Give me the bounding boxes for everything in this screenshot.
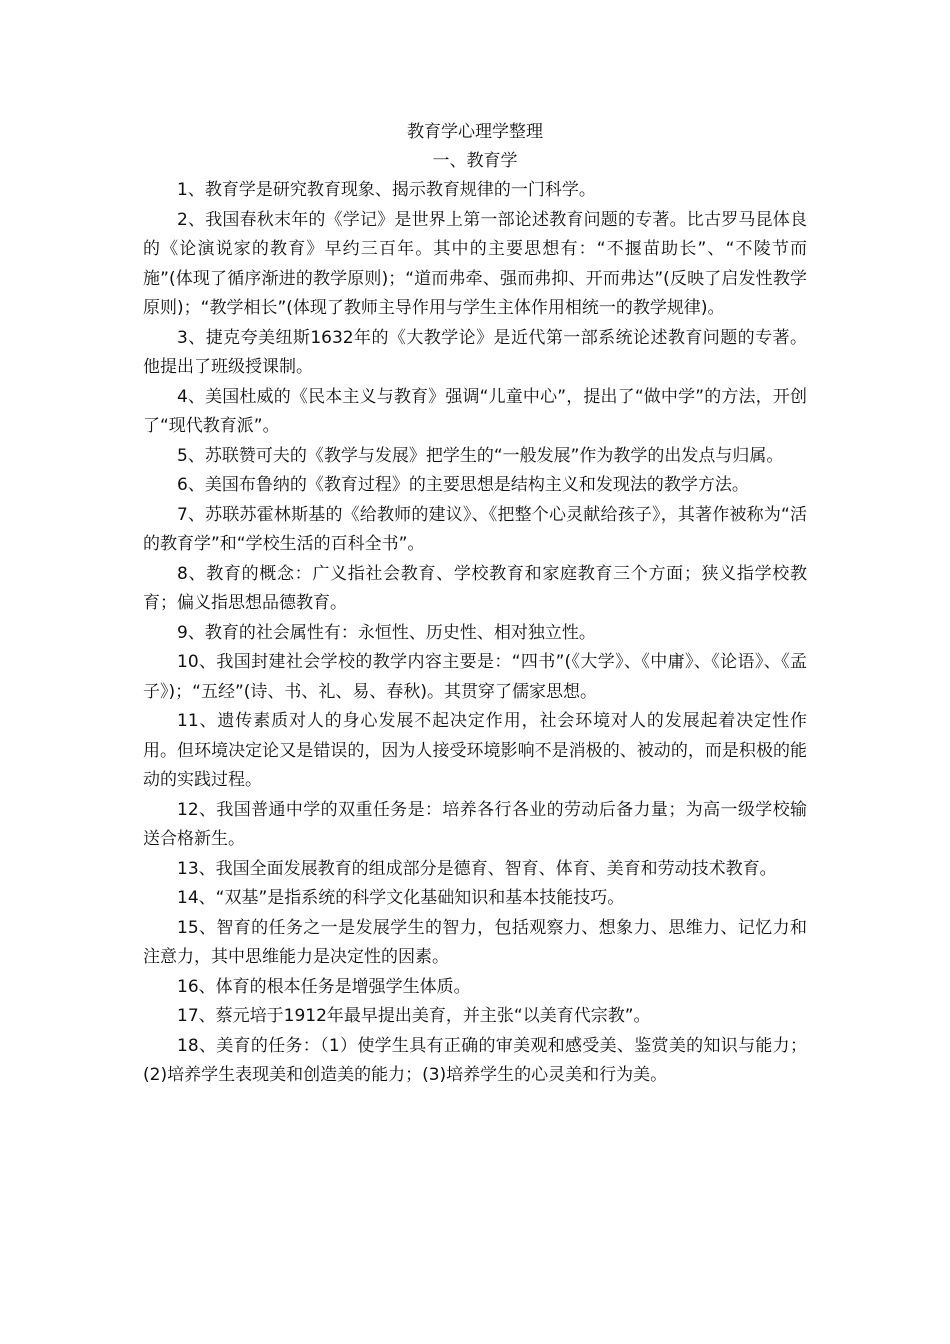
document-title: 教育学心理学整理 bbox=[407, 122, 543, 142]
paragraph-13: 13、我国全面发展教育的组成部分是德育、智育、体育、美育和劳动技术教育。 bbox=[177, 858, 777, 879]
paragraph-7: 7、苏联苏霍林斯基的《给教师的建议》、《把整个心灵献给孩子》，其著作被称为“活的教育学”和“学校生活的百科全书”。 bbox=[143, 504, 807, 554]
paragraph-17: 17、蔡元培于1912年最早提出美育，并主张“以美育代宗教”。 bbox=[177, 1006, 651, 1026]
paragraph-8: 8、教育的概念：广义指社会教育、学校教育和家庭教育三个方面；狭义指学校教育；偏义指思想品德教育。 bbox=[143, 563, 807, 613]
paragraph-15: 15、智育的任务之一是发展学生的智力，包括观察力、想象力、思维力、记忆力和注意力，其中思维能力是决定性的因素。 bbox=[143, 917, 807, 967]
paragraph-12: 12、我国普通中学的双重任务是：培养各行各业的劳动后备力量；为高一级学校输送合格新生。 bbox=[143, 799, 807, 849]
section-heading: 一、教育学 bbox=[432, 151, 518, 171]
paragraph-6: 6、美国布鲁纳的《教育过程》的主要思想是结构主义和发现法的教学方法。 bbox=[177, 475, 749, 495]
paragraph-11: 11、遗传素质对人的身心发展不起决定作用，社会环境对人的发展起着决定性作用。但环境决定论又是错误的，因为人接受环境影响不是消极的、被动的，而是积极的能动的实践过程。 bbox=[143, 711, 807, 790]
paragraph-16: 16、体育的根本任务是增强学生体质。 bbox=[177, 976, 471, 997]
paragraph-18: 18、美育的任务：（1）使学生具有正确的审美观和感受美、鉴赏美的知识与能力；(2)培养学生表现美和创造美的能力；(3)培养学生的心灵美和行为美。 bbox=[143, 1035, 807, 1085]
paragraph-5: 5、苏联赞可夫的《教学与发展》把学生的“一般发展”作为教学的出发点与归属。 bbox=[177, 445, 784, 466]
document-page bbox=[143, 118, 807, 1091]
paragraph-4: 4、美国杜威的《民本主义与教育》强调“儿童中心”，提出了“做中学”的方法，开创了“现代教育派”。 bbox=[143, 386, 807, 436]
paragraph-1: 1、教育学是研究教育现象、揭示教育规律的一门科学。 bbox=[177, 180, 596, 200]
paragraph-2: 2、我国春秋末年的《学记》是世界上第一部论述教育问题的专著。比古罗马昆体良的《论演说家的教育》早约三百年。其中的主要思想有：“不揠苗助长”、“不陵节而施”(体现了循序渐进的教学原则)；“道而弗牵、强而弗抑、开而弗达”(反映了启发性教学原则)；“教学相长”(体现了教师主导作用与学生主体作用相统一的教学规律)。 bbox=[143, 209, 807, 318]
paragraph-3: 3、捷克夸美纽斯1632年的《大教学论》是近代第一部系统论述教育问题的专著。他提出了班级授课制。 bbox=[143, 327, 807, 377]
paragraph-9: 9、教育的社会属性有：永恒性、历史性、相对独立性。 bbox=[177, 622, 596, 643]
paragraph-10: 10、我国封建社会学校的教学内容主要是：“四书”(《大学》、《中庸》、《论语》、《孟子》)；“五经”(诗、书、礼、易、春秋)。其贯穿了儒家思想。 bbox=[143, 652, 807, 702]
paragraph-14: 14、“双基”是指系统的科学文化基础知识和基本技能技巧。 bbox=[177, 888, 625, 908]
